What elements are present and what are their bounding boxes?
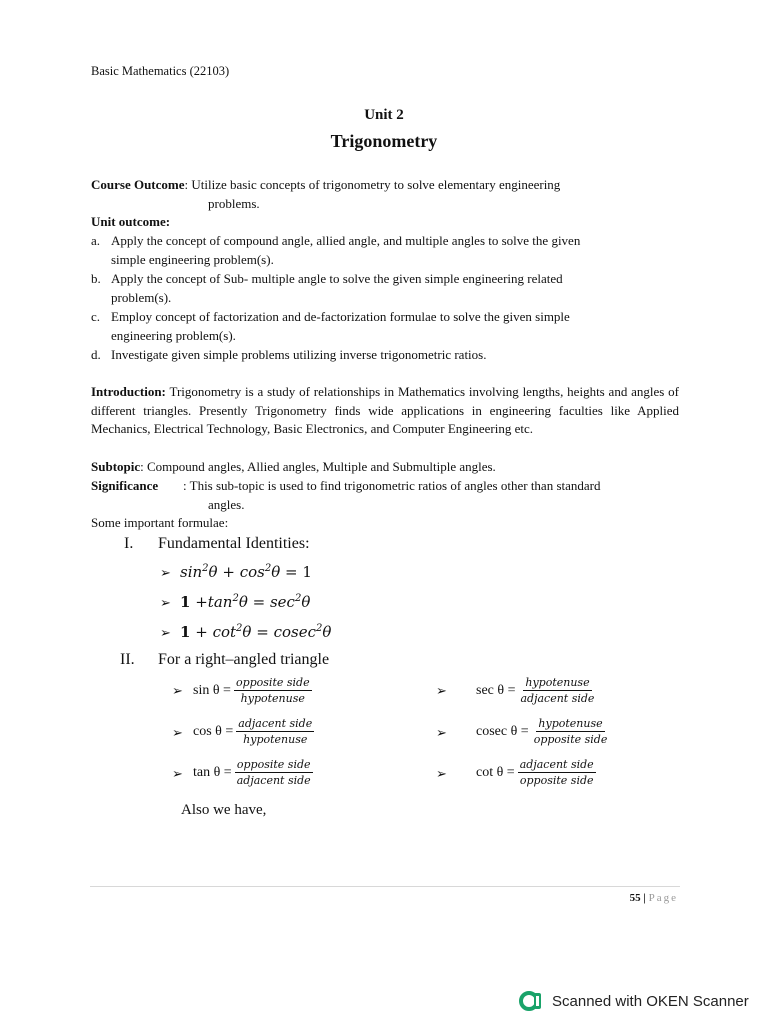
ratio-fraction xyxy=(235,758,313,787)
page-word: Page xyxy=(648,892,678,904)
document-header: Basic Mathematics (22103) xyxy=(91,64,230,78)
fraction-denominator: hypotenuse xyxy=(243,733,308,746)
list-item-line: Apply the concept of Sub- multiple angle to solve the given simple engineering related xyxy=(111,271,563,286)
identity-term: θ xyxy=(238,593,248,611)
identity-term: 1 xyxy=(302,563,312,581)
page-number xyxy=(630,892,678,904)
scanner-watermark xyxy=(518,990,749,1012)
identity-exponent: 2 xyxy=(264,563,272,574)
also-we-have-text: Also we have, xyxy=(181,802,267,818)
significance-heading: Significance xyxy=(91,478,159,493)
ratio-fraction xyxy=(234,676,312,705)
subtopic-text: : Compound angles, Allied angles, Multiple and Submultiple angles. xyxy=(140,459,496,474)
ratio-cot xyxy=(476,758,596,787)
fraction-numerator: hypotenuse xyxy=(525,676,590,689)
list-item-line: simple engineering problem(s). xyxy=(111,251,274,267)
identity-term: sec xyxy=(269,593,295,611)
fraction-denominator: opposite side xyxy=(519,774,594,787)
arrow-bullet-icon: ➢ xyxy=(436,767,447,782)
ratio-sin xyxy=(193,676,312,705)
section-title: For a right–angled triangle xyxy=(158,651,330,668)
identity-exponent: 2 xyxy=(232,593,239,604)
identity-term: cos xyxy=(239,563,265,581)
formulae-intro: Some important formulae: xyxy=(91,515,229,530)
identity-term: θ xyxy=(208,563,218,581)
identity-operator: + xyxy=(195,593,208,611)
list-item-line: Apply the concept of compound angle, allied angle, and multiple angles to solve the given xyxy=(111,233,581,248)
identity-operator: = xyxy=(285,563,298,581)
fraction-numerator: hypotenuse xyxy=(538,717,603,730)
ratio-lhs: cot θ = xyxy=(476,764,515,780)
unit-outcome-item-a xyxy=(91,232,691,272)
ratio-lhs: sin θ = xyxy=(193,682,231,698)
arrow-bullet-icon: ➢ xyxy=(436,684,447,699)
list-item-line: engineering problem(s). xyxy=(111,327,236,343)
significance-label xyxy=(91,477,158,496)
subtopic-line xyxy=(91,458,496,477)
ratio-lhs: tan θ = xyxy=(193,764,232,780)
identity-3 xyxy=(180,623,331,641)
identity-term: cot xyxy=(212,623,237,641)
identity-exponent: 2 xyxy=(316,623,323,634)
unit-number: Unit 2 xyxy=(364,107,404,123)
identity-term: cosec xyxy=(273,623,317,641)
arrow-bullet-icon: ➢ xyxy=(172,726,183,741)
arrow-bullet-icon: ➢ xyxy=(172,684,183,699)
subtopic-label: Subtopic xyxy=(91,459,141,474)
identity-2 xyxy=(180,593,310,611)
fraction-numerator: adjacent side xyxy=(238,717,313,730)
identity-operator: + xyxy=(222,563,235,581)
page-title: Trigonometry xyxy=(330,131,438,151)
identity-term: θ xyxy=(322,623,332,641)
ratio-fraction xyxy=(518,758,596,787)
identity-term: θ xyxy=(301,593,311,611)
list-marker: a. xyxy=(91,233,101,248)
unit-outcome-label xyxy=(91,213,170,232)
section-fundamental-identities xyxy=(124,535,424,557)
section-title: Fundamental Identities: xyxy=(158,535,310,552)
arrow-bullet-icon: ➢ xyxy=(172,767,183,782)
identity-operator: = xyxy=(252,593,266,611)
ratio-lhs: sec θ = xyxy=(476,682,516,698)
identity-1 xyxy=(180,563,312,581)
fraction-denominator: hypotenuse xyxy=(240,692,305,705)
arrow-bullet-icon: ➢ xyxy=(160,596,171,611)
identity-term: sin xyxy=(180,563,203,581)
page-number-value: 55 xyxy=(629,892,641,904)
list-item-text xyxy=(111,308,671,345)
list-item-text: Investigate given simple problems utilizing inverse trigonometric ratios. xyxy=(111,347,487,362)
identity-exponent: 2 xyxy=(294,593,302,604)
significance-text: : This sub-topic is used to find trigonometric ratios of angles other than standard xyxy=(183,478,601,493)
scanner-text: Scanned with OKEN Scanner xyxy=(552,992,749,1010)
fraction-numerator: opposite side xyxy=(236,758,311,771)
introduction-text: Trigonometry is a study of relationships in Mathematics involving lengths, heights and angles of different triangles. Presently Trigonometry finds wide applications in engineering faculties like Applied Mechanics, Electrical Technology, Basic Electronics, and Computer Engineering etc. xyxy=(91,384,680,436)
identity-operator: + xyxy=(195,623,208,641)
fraction-denominator: adjacent side xyxy=(520,692,595,705)
ratio-cos xyxy=(193,717,314,746)
arrow-bullet-icon: ➢ xyxy=(160,626,171,641)
fraction-denominator: opposite side xyxy=(533,733,608,746)
list-item-text xyxy=(111,232,671,269)
unit-outcome-item-b xyxy=(91,270,691,310)
identity-operator: = xyxy=(256,623,269,641)
list-marker: b. xyxy=(91,271,101,286)
list-item-line: Employ concept of factorization and de-factorization formulae to solve the given simple xyxy=(111,309,570,324)
ratio-lhs: cosec θ = xyxy=(476,723,529,739)
ratio-fraction xyxy=(532,717,610,746)
fraction-numerator: opposite side xyxy=(235,676,310,689)
course-outcome-text: : Utilize basic concepts of trigonometry to solve elementary engineering xyxy=(184,177,561,192)
unit-outcome-item-c xyxy=(91,308,691,348)
introduction-label: Introduction: xyxy=(91,384,166,399)
section-right-angled-triangle xyxy=(120,651,420,673)
significance-text-cont: angles. xyxy=(208,497,245,512)
introduction-paragraph xyxy=(91,383,679,439)
unit-outcome-item-d xyxy=(91,346,691,366)
course-outcome-text-cont: problems. xyxy=(208,196,260,211)
list-marker: d. xyxy=(91,347,101,362)
identity-exponent: 2 xyxy=(202,563,209,574)
ratio-tan xyxy=(193,758,313,787)
fraction-numerator: adjacent side xyxy=(519,758,594,771)
ratio-fraction xyxy=(518,676,596,705)
arrow-bullet-icon: ➢ xyxy=(160,566,171,581)
identity-exponent: 2 xyxy=(236,623,243,634)
ratio-sec xyxy=(476,676,596,705)
identity-term: tan xyxy=(207,593,233,611)
arrow-bullet-icon: ➢ xyxy=(436,726,447,741)
course-outcome xyxy=(91,176,560,195)
list-marker: c. xyxy=(91,309,101,324)
ratio-fraction xyxy=(236,717,314,746)
identity-term: θ xyxy=(271,563,281,581)
identity-term: 1 xyxy=(180,623,191,641)
course-outcome-label: Course Outcome xyxy=(91,177,185,192)
ratio-cosec xyxy=(476,717,609,746)
section-numeral: I. xyxy=(124,535,134,552)
list-item-text xyxy=(111,270,671,307)
page-separator: | xyxy=(643,892,646,904)
identity-term: 1 xyxy=(180,593,191,611)
ratio-lhs: cos θ = xyxy=(193,723,234,739)
oken-scanner-logo-icon xyxy=(518,990,544,1012)
unit-outcome-heading: Unit outcome: xyxy=(91,214,171,229)
identity-term: θ xyxy=(242,623,252,641)
list-item-line: problem(s). xyxy=(111,289,172,305)
footer-divider xyxy=(90,886,680,887)
fraction-denominator: adjacent side xyxy=(236,774,311,787)
section-numeral: II. xyxy=(120,651,135,668)
